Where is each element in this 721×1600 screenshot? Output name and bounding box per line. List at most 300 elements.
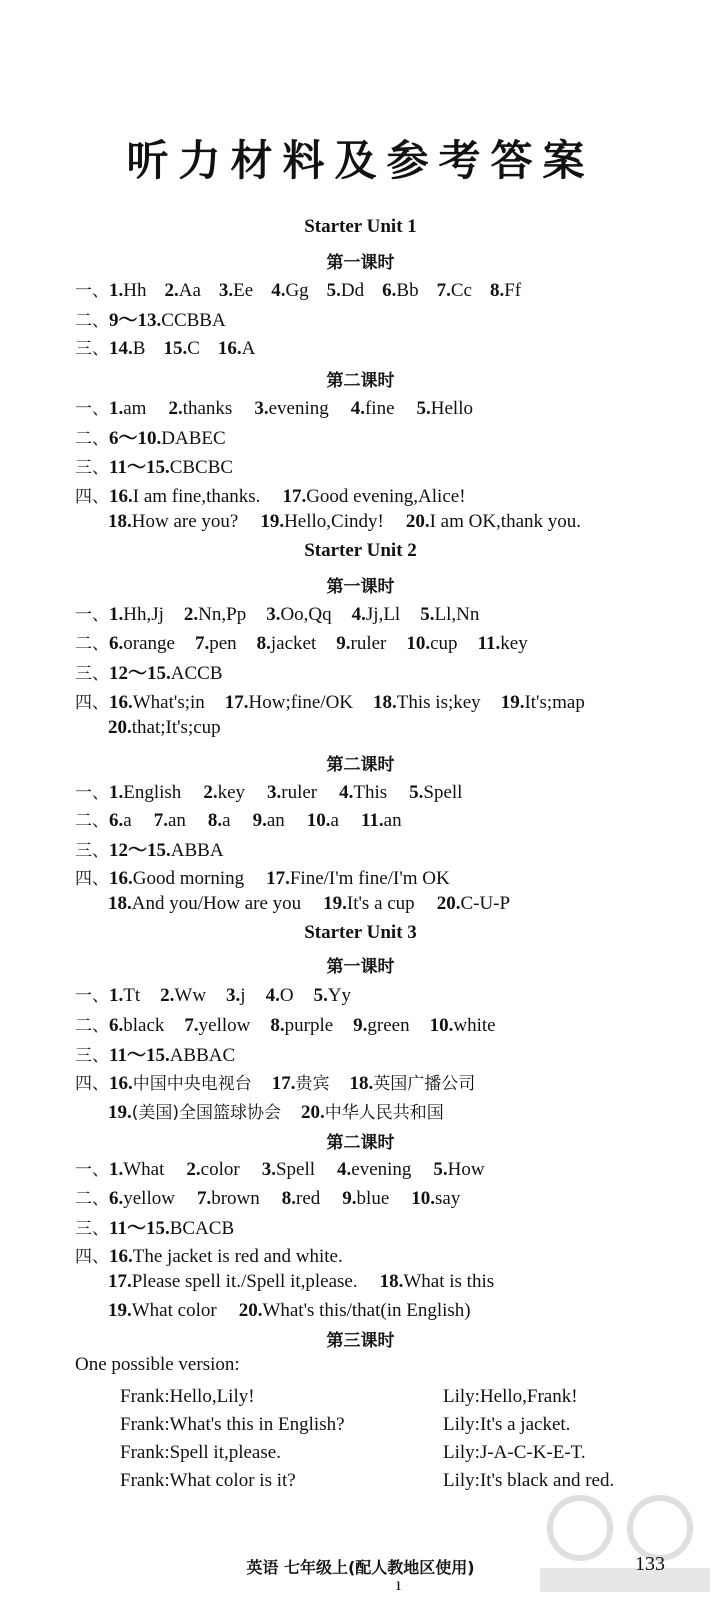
answer-text: The jacket is red and white. — [132, 1246, 343, 1267]
question-number: 19. — [260, 511, 285, 532]
question-number: 1. — [109, 782, 124, 803]
question-number: 18. — [108, 511, 132, 532]
question-number: 3. — [267, 782, 282, 803]
answer-text: blue — [356, 1188, 390, 1209]
answer-item — [430, 1015, 496, 1036]
answer-item — [108, 1102, 281, 1123]
answer-item — [109, 810, 132, 831]
page-number: 133 — [635, 1553, 665, 1575]
answer-text: It's;map — [524, 692, 585, 713]
answer-line — [75, 1184, 482, 1210]
answer-line — [75, 394, 495, 420]
answer-item — [109, 428, 226, 449]
question-number: 7. — [194, 633, 210, 654]
answer-item — [109, 457, 233, 478]
question-number: 5. — [433, 1159, 448, 1180]
answer-item — [433, 1159, 484, 1180]
unit-heading-3: Starter Unit 3 — [304, 922, 417, 943]
answer-text: BCACB — [169, 1218, 235, 1239]
question-number: 18. — [379, 1271, 404, 1292]
question-number: 1. — [109, 1159, 124, 1180]
question-number: 11～15. — [109, 1045, 170, 1066]
answer-item — [336, 633, 386, 654]
answer-text: What — [123, 1159, 165, 1180]
question-number: 1. — [109, 604, 124, 625]
section-number: 二、 — [75, 1189, 109, 1209]
answer-item — [352, 604, 401, 625]
answer-item — [219, 280, 253, 301]
answer-text: Please spell it./Spell it,please. — [131, 1271, 358, 1292]
answer-text: It's a cup — [346, 893, 415, 914]
answer-line — [108, 1271, 516, 1293]
question-number: 8. — [281, 1188, 297, 1209]
answer-text: Spell — [423, 782, 463, 803]
answer-text: What's;in — [132, 692, 205, 713]
answer-line — [75, 482, 488, 508]
question-number: 10. — [429, 1015, 454, 1036]
answer-text: Tt — [123, 985, 141, 1006]
answer-item — [353, 1015, 409, 1036]
answer-item — [266, 868, 450, 889]
answer-line — [75, 806, 424, 832]
question-number: 6. — [109, 1188, 124, 1209]
answer-line — [108, 893, 532, 915]
answer-item — [160, 985, 206, 1006]
answer-line — [75, 688, 605, 714]
answer-item — [437, 893, 510, 914]
answer-item — [186, 1159, 239, 1180]
question-number: 9. — [336, 633, 351, 654]
question-number: 16. — [109, 1246, 133, 1267]
answer-text: I am fine,thanks. — [132, 486, 261, 507]
answer-item — [301, 1102, 444, 1123]
answer-line — [75, 600, 499, 626]
answer-item — [254, 398, 328, 419]
lesson-heading: 第一课时 — [326, 957, 395, 977]
answer-text: evening — [351, 1159, 412, 1180]
question-number: 11～15. — [109, 457, 170, 478]
answer-text: brown — [211, 1188, 260, 1209]
answer-item — [109, 663, 223, 684]
answer-item — [382, 280, 418, 301]
question-number: 17. — [108, 1271, 132, 1292]
lesson-heading: 第二课时 — [326, 371, 395, 391]
answer-text: a — [123, 810, 132, 831]
answer-text: orange — [123, 633, 175, 654]
answer-item — [109, 486, 260, 507]
dialog-frank-line: Frank:What's this in English? — [120, 1414, 345, 1435]
answer-line — [108, 1098, 464, 1124]
section-number: 三、 — [75, 339, 109, 359]
answer-item — [260, 511, 384, 532]
answer-text: Cc — [450, 280, 472, 301]
question-number: 2. — [186, 1159, 201, 1180]
answer-text: an — [266, 810, 285, 831]
lesson-heading: 第一课时 — [326, 577, 395, 597]
answer-text: Hello,Cindy! — [284, 511, 384, 532]
answer-text: Gg — [285, 280, 309, 301]
answer-text: cup — [430, 633, 458, 654]
answer-text: green — [367, 1015, 410, 1036]
dialog-frank-line: Frank:Spell it,please. — [120, 1442, 281, 1463]
answer-text: Spell — [275, 1159, 316, 1180]
answer-text: ACCB — [170, 663, 223, 684]
question-number: 2. — [203, 782, 218, 803]
unit-heading-1: Starter Unit 1 — [304, 216, 417, 237]
answer-text: ruler — [350, 633, 387, 654]
answer-text: pen — [209, 633, 237, 654]
answer-line — [75, 835, 246, 862]
dialog-lily-line: Lily:It's a jacket. — [443, 1414, 571, 1435]
answer-line — [108, 1300, 493, 1322]
question-number: 8. — [489, 280, 505, 301]
page-title: 听力材料及参考答案 — [126, 136, 595, 185]
answer-text: A — [241, 338, 256, 359]
answer-text: j — [240, 985, 246, 1006]
answer-line — [75, 305, 244, 332]
question-number: 11. — [360, 810, 384, 831]
section-number: 四、 — [75, 1074, 109, 1094]
answer-line — [75, 1242, 365, 1268]
answer-text: Good morning — [132, 868, 245, 889]
question-number: 10. — [406, 633, 431, 654]
answer-item — [323, 893, 415, 914]
answer-item — [490, 280, 521, 301]
question-number: 6. — [109, 1015, 124, 1036]
question-number: 8. — [207, 810, 223, 831]
answer-text: What's this/that(in English) — [262, 1300, 471, 1321]
question-number: 1. — [109, 280, 124, 301]
question-number: 1. — [109, 985, 124, 1006]
lesson-heading: 第三课时 — [326, 1331, 395, 1351]
answer-item — [478, 633, 528, 654]
answer-text: This — [353, 782, 388, 803]
section-number: 一、 — [75, 399, 109, 419]
footer-subject: 英语 七年级上(配人教地区使用) — [246, 1558, 475, 1577]
question-number: 7. — [436, 280, 451, 301]
answer-item — [109, 633, 175, 654]
lesson-heading: 第一课时 — [326, 253, 395, 273]
answer-item — [225, 692, 353, 713]
answer-text: O — [279, 985, 294, 1006]
answer-item — [109, 398, 146, 419]
question-number: 18. — [373, 692, 397, 713]
answer-item — [108, 1300, 217, 1321]
question-number: 7. — [196, 1188, 212, 1209]
answer-text: say — [435, 1188, 461, 1209]
question-number: 15. — [163, 338, 188, 359]
section-number: 三、 — [75, 841, 109, 861]
question-number: 19. — [500, 692, 525, 713]
question-number: 9～13. — [109, 310, 162, 331]
answer-item — [109, 1218, 234, 1239]
answer-text: color — [200, 1159, 240, 1180]
answer-text: Hh,Jj — [123, 604, 164, 625]
answer-text: What color — [131, 1300, 217, 1321]
answer-text: Fine/I'm fine/I'm OK — [289, 868, 450, 889]
answer-item — [272, 1073, 330, 1094]
question-number: 5. — [416, 398, 431, 419]
answer-item — [109, 692, 205, 713]
answer-item — [168, 398, 232, 419]
question-number: 16. — [109, 692, 133, 713]
answer-text: C-U-P — [460, 893, 511, 914]
question-number: 3. — [218, 280, 234, 301]
answer-text: an — [167, 810, 186, 831]
answer-item — [163, 338, 199, 359]
answer-text: (美国)全国篮球协会 — [131, 1103, 282, 1123]
answer-item — [409, 782, 462, 803]
answer-text: 贵宾 — [295, 1074, 330, 1094]
answer-text: DABEC — [161, 428, 226, 449]
section-number: 二、 — [75, 311, 109, 331]
question-number: 4. — [350, 398, 365, 419]
question-number: 16. — [217, 338, 242, 359]
answer-item — [109, 310, 226, 331]
answer-item — [109, 1159, 164, 1180]
answer-item — [267, 782, 317, 803]
question-number: 10. — [411, 1188, 436, 1209]
answer-text: that;It's;cup — [131, 717, 221, 738]
answer-item — [226, 985, 246, 1006]
section-number: 三、 — [75, 1046, 109, 1066]
section-number: 三、 — [75, 1219, 109, 1239]
answer-text: a — [330, 810, 339, 831]
answer-line — [75, 1155, 507, 1181]
question-number: 4. — [351, 604, 366, 625]
answer-item — [262, 1159, 315, 1180]
lesson-heading: 第二课时 — [326, 755, 395, 775]
watermark-logo — [520, 1488, 720, 1600]
answer-item — [406, 633, 457, 654]
dialog-intro: One possible version: — [75, 1354, 240, 1375]
answer-text: ABBAC — [169, 1045, 236, 1066]
answer-item — [109, 280, 146, 301]
answer-item — [109, 868, 244, 889]
section-number: 三、 — [75, 458, 109, 478]
answer-text: fine — [364, 398, 395, 419]
answer-item — [437, 280, 472, 301]
answer-text: key — [217, 782, 245, 803]
answer-item — [109, 840, 224, 861]
question-number: 20. — [238, 1300, 263, 1321]
answer-text: key — [500, 633, 528, 654]
answer-item — [501, 692, 585, 713]
answer-item — [282, 486, 465, 507]
answer-item — [351, 398, 395, 419]
question-number: 6～10. — [109, 428, 162, 449]
section-number: 四、 — [75, 487, 109, 507]
question-number: 2. — [164, 280, 179, 301]
question-number: 9. — [252, 810, 267, 831]
answer-item — [109, 1188, 175, 1209]
answer-item — [109, 338, 145, 359]
answer-item — [109, 1073, 252, 1094]
answer-item — [108, 511, 238, 532]
question-number: 7. — [184, 1015, 199, 1036]
question-number: 11～15. — [109, 1218, 170, 1239]
answer-item — [197, 1188, 260, 1209]
question-number: 20. — [405, 511, 430, 532]
answer-text: jacket — [270, 633, 317, 654]
question-number: 17. — [266, 868, 290, 889]
answer-item — [184, 604, 246, 625]
question-number: 4. — [337, 1159, 352, 1180]
section-number: 三、 — [75, 664, 109, 684]
answer-item — [307, 810, 339, 831]
answer-item — [203, 782, 245, 803]
section-number: 二、 — [75, 429, 109, 449]
question-number: 5. — [420, 604, 435, 625]
answer-text: Ff — [504, 280, 522, 301]
question-number: 3. — [226, 985, 241, 1006]
question-number: 20. — [108, 717, 132, 738]
answer-item — [266, 985, 294, 1006]
answer-text: Ee — [233, 280, 254, 301]
answer-item — [271, 280, 308, 301]
question-number: 12～15. — [109, 663, 171, 684]
section-number: 四、 — [75, 1247, 109, 1267]
answer-text: How;fine/OK — [248, 692, 354, 713]
answer-text: Ll,Nn — [434, 604, 480, 625]
answer-item — [154, 810, 186, 831]
question-number: 5. — [409, 782, 424, 803]
answer-item — [109, 1015, 164, 1036]
answer-item — [109, 1246, 343, 1267]
answer-item — [342, 1188, 389, 1209]
question-number: 6. — [109, 810, 124, 831]
section-number: 一、 — [75, 281, 109, 301]
question-number: 12～15. — [109, 840, 171, 861]
answer-item — [373, 692, 481, 713]
question-number: 3. — [261, 1159, 276, 1180]
answer-text: yellow — [123, 1188, 175, 1209]
answer-item — [257, 633, 317, 654]
question-number: 4. — [265, 985, 280, 1006]
answer-line — [75, 981, 371, 1007]
answer-text: an — [383, 810, 402, 831]
answer-item — [108, 893, 301, 914]
bottom-mark: ı — [396, 1574, 402, 1594]
question-number: 4. — [339, 782, 354, 803]
question-number: 16. — [109, 868, 133, 889]
answer-text: purple — [284, 1015, 334, 1036]
answer-line — [75, 334, 273, 360]
answer-text: Dd — [340, 280, 365, 301]
question-number: 20. — [301, 1102, 325, 1123]
answer-text: And you/How are you — [131, 893, 302, 914]
answer-item — [184, 1015, 250, 1036]
dialog-frank-line: Frank:What color is it? — [120, 1470, 296, 1491]
answer-text: a — [222, 810, 231, 831]
answer-item — [417, 398, 473, 419]
question-number: 16. — [109, 1073, 133, 1094]
answer-text: Bb — [396, 280, 419, 301]
answer-text: English — [123, 782, 182, 803]
answer-item — [266, 604, 331, 625]
answer-line — [75, 778, 484, 804]
question-number: 18. — [349, 1073, 374, 1094]
section-number: 四、 — [75, 693, 109, 713]
section-number: 二、 — [75, 634, 109, 654]
unit-heading-2: Starter Unit 2 — [304, 540, 417, 561]
answer-text: red — [296, 1188, 321, 1209]
answer-item — [108, 1271, 358, 1292]
answer-text: am — [123, 398, 147, 419]
answer-line — [75, 1213, 256, 1240]
question-number: 9. — [342, 1188, 357, 1209]
answer-text: How are you? — [131, 511, 239, 532]
question-number: 17. — [224, 692, 249, 713]
question-number: 7. — [153, 810, 168, 831]
question-number: 19. — [323, 893, 347, 914]
question-number: 19. — [108, 1102, 132, 1123]
question-number: 18. — [108, 893, 132, 914]
answer-line — [75, 629, 548, 655]
answer-text: CCBBA — [161, 310, 226, 331]
answer-text: This is;key — [396, 692, 481, 713]
answer-line — [75, 276, 539, 302]
answer-text: 中华人民共和国 — [324, 1103, 444, 1123]
answer-text: Good evening,Alice! — [306, 486, 466, 507]
answer-text: Yy — [327, 985, 352, 1006]
question-number: 17. — [282, 486, 307, 507]
answer-text: white — [453, 1015, 496, 1036]
answer-text: B — [132, 338, 146, 359]
section-number: 一、 — [75, 605, 109, 625]
question-number: 2. — [168, 398, 183, 419]
answer-item — [411, 1188, 460, 1209]
answer-line — [108, 511, 603, 533]
question-number: 2. — [160, 985, 175, 1006]
question-number: 9. — [353, 1015, 368, 1036]
question-number: 5. — [313, 985, 328, 1006]
answer-line — [75, 1040, 255, 1067]
answer-text: black — [123, 1015, 165, 1036]
question-number: 19. — [108, 1300, 132, 1321]
answer-item — [380, 1271, 495, 1292]
answer-text: How — [447, 1159, 485, 1180]
question-number: 16. — [109, 486, 133, 507]
answer-item — [361, 810, 402, 831]
answer-item — [109, 985, 140, 1006]
answer-item — [109, 782, 181, 803]
answer-text: Hello — [430, 398, 473, 419]
answer-item — [208, 810, 231, 831]
answer-text: Oo,Qq — [280, 604, 332, 625]
question-number: 17. — [271, 1073, 296, 1094]
answer-text: 中国中央电视台 — [132, 1074, 252, 1094]
question-number: 8. — [270, 1015, 285, 1036]
dialog-lily-line: Lily:J-A-C-K-E-T. — [443, 1442, 586, 1463]
dialog-lily-line: Lily:Hello,Frank! — [443, 1386, 578, 1407]
dialog-lily-line: Lily:It's black and red. — [443, 1470, 615, 1491]
answer-item — [109, 1045, 235, 1066]
question-number: 11. — [477, 633, 501, 654]
answer-item — [337, 1159, 411, 1180]
answer-line — [75, 452, 255, 479]
answer-text: Hh — [123, 280, 147, 301]
section-number: 一、 — [75, 783, 109, 803]
question-number: 1. — [109, 398, 124, 419]
question-number: 2. — [183, 604, 199, 625]
question-number: 20. — [436, 893, 461, 914]
section-number: 四、 — [75, 869, 109, 889]
answer-item — [406, 511, 581, 532]
question-number: 10. — [306, 810, 331, 831]
answer-text: Aa — [178, 280, 201, 301]
answer-item — [239, 1300, 471, 1321]
